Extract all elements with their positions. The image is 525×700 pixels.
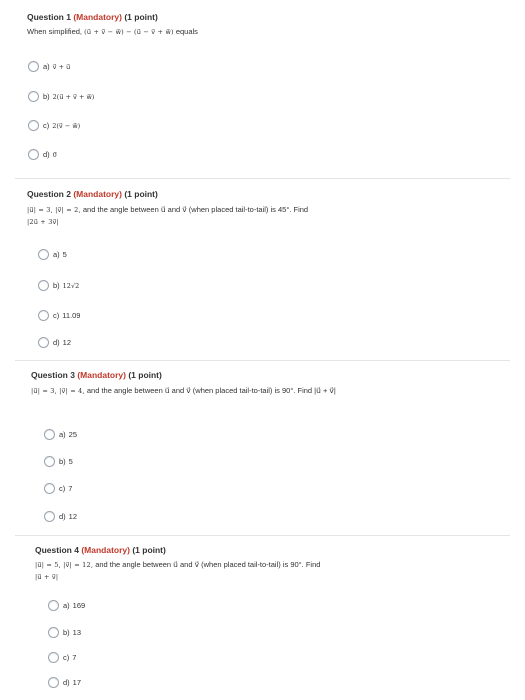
option-label: b): [53, 281, 60, 290]
option-value: 12: [62, 338, 72, 347]
option-value: 7: [72, 653, 77, 662]
question-title: [35, 545, 320, 555]
question-2: [27, 189, 308, 228]
mandatory-label: (Mandatory): [73, 189, 122, 199]
question-math-line2: |u⃗ + v⃗|: [35, 572, 59, 581]
question-number: Question 3: [31, 370, 75, 380]
question-text-after: and the angle between u⃗ and v⃗ (when placed tail-to-tail) is 90°. Find: [95, 560, 321, 569]
question-divider: [15, 360, 510, 361]
option-a[interactable]: [48, 600, 85, 611]
option-b[interactable]: [38, 280, 79, 291]
option-label: c): [53, 311, 60, 320]
radio-button[interactable]: [28, 91, 39, 102]
question-3: [31, 370, 336, 397]
option-b[interactable]: [44, 456, 73, 467]
radio-button[interactable]: [38, 280, 49, 291]
option-label: b): [43, 92, 50, 101]
option-d[interactable]: [48, 677, 81, 688]
question-text: [27, 204, 308, 228]
question-divider: [15, 535, 510, 536]
radio-button[interactable]: [38, 310, 49, 321]
mandatory-label: (Mandatory): [81, 545, 130, 555]
radio-button[interactable]: [38, 249, 49, 260]
points-label: (1 point): [124, 12, 158, 22]
question-math: |u⃗| = 5, |v⃗| = 12,: [35, 561, 94, 569]
option-a[interactable]: [28, 61, 70, 72]
option-b[interactable]: [28, 91, 94, 102]
option-c[interactable]: [44, 483, 72, 494]
option-value: 17: [72, 678, 82, 687]
option-label: a): [43, 62, 50, 71]
option-c[interactable]: [38, 310, 80, 321]
option-c[interactable]: [48, 652, 76, 663]
option-value: v⃗ + u⃗: [52, 62, 71, 71]
option-label: d): [63, 678, 70, 687]
radio-button[interactable]: [48, 677, 59, 688]
question-4: [35, 545, 320, 583]
option-label: c): [43, 121, 50, 130]
option-c[interactable]: [28, 120, 80, 131]
option-label: a): [63, 601, 70, 610]
radio-button[interactable]: [48, 652, 59, 663]
option-label: c): [59, 484, 66, 493]
option-value: 2(u⃗ + v⃗ + w⃗): [52, 92, 95, 101]
option-label: d): [53, 338, 60, 347]
radio-button[interactable]: [44, 483, 55, 494]
radio-button[interactable]: [28, 120, 39, 131]
option-label: b): [59, 457, 66, 466]
option-label: d): [59, 512, 66, 521]
option-d[interactable]: [38, 337, 71, 348]
option-value: 7: [68, 484, 73, 493]
question-text-after: and the angle between u⃗ and v⃗ (when placed tail-to-tail) is 45°. Find: [82, 205, 309, 214]
question-title: [31, 370, 336, 380]
option-value: 0⃗: [52, 150, 57, 159]
option-label: a): [59, 430, 66, 439]
points-label: (1 point): [132, 545, 166, 555]
option-d[interactable]: [44, 511, 77, 522]
option-value: 25: [68, 430, 78, 439]
option-value: 2(v⃗ − w⃗): [52, 121, 81, 130]
question-text-before: When simplified,: [27, 27, 83, 36]
question-number: Question 1: [27, 12, 71, 22]
question-1: [27, 12, 198, 38]
question-text: [31, 385, 336, 397]
radio-button[interactable]: [44, 429, 55, 440]
question-text-after: equals: [175, 27, 198, 36]
question-title: [27, 12, 198, 22]
option-label: c): [63, 653, 70, 662]
option-label: a): [53, 250, 60, 259]
radio-button[interactable]: [38, 337, 49, 348]
option-a[interactable]: [44, 429, 77, 440]
question-text: [27, 26, 198, 38]
option-value: 13: [72, 628, 82, 637]
question-math-line2: |2u⃗ + 3v⃗|: [27, 217, 59, 226]
question-text-after: and the angle between u⃗ and v⃗ (when placed tail-to-tail) is 90°. Find |u⃗ + v⃗|: [86, 386, 336, 395]
radio-button[interactable]: [48, 600, 59, 611]
option-b[interactable]: [48, 627, 81, 638]
option-value: 11.09: [62, 311, 81, 320]
option-value: 12: [68, 512, 78, 521]
option-a[interactable]: [38, 249, 67, 260]
option-label: b): [63, 628, 70, 637]
question-number: Question 2: [27, 189, 71, 199]
radio-button[interactable]: [28, 61, 39, 72]
radio-button[interactable]: [28, 149, 39, 160]
question-divider: [15, 178, 510, 179]
option-value: 169: [72, 601, 86, 610]
question-math: |u⃗| = 3, |v⃗| = 2,: [27, 206, 81, 214]
option-value: 5: [62, 250, 67, 259]
question-text: [35, 559, 320, 583]
radio-button[interactable]: [44, 456, 55, 467]
question-number: Question 4: [35, 545, 79, 555]
question-title: [27, 189, 308, 199]
option-value: 12√2: [62, 281, 80, 290]
points-label: (1 point): [128, 370, 162, 380]
question-math: |u⃗| = 3, |v⃗| = 4,: [31, 387, 85, 395]
radio-button[interactable]: [48, 627, 59, 638]
question-math: (u⃗ + v⃗ − w⃗) − (u⃗ − v⃗ + w⃗): [84, 28, 174, 36]
mandatory-label: (Mandatory): [77, 370, 126, 380]
option-value: 5: [68, 457, 73, 466]
mandatory-label: (Mandatory): [73, 12, 122, 22]
points-label: (1 point): [124, 189, 158, 199]
option-label: d): [43, 150, 50, 159]
option-d[interactable]: [28, 149, 57, 160]
radio-button[interactable]: [44, 511, 55, 522]
